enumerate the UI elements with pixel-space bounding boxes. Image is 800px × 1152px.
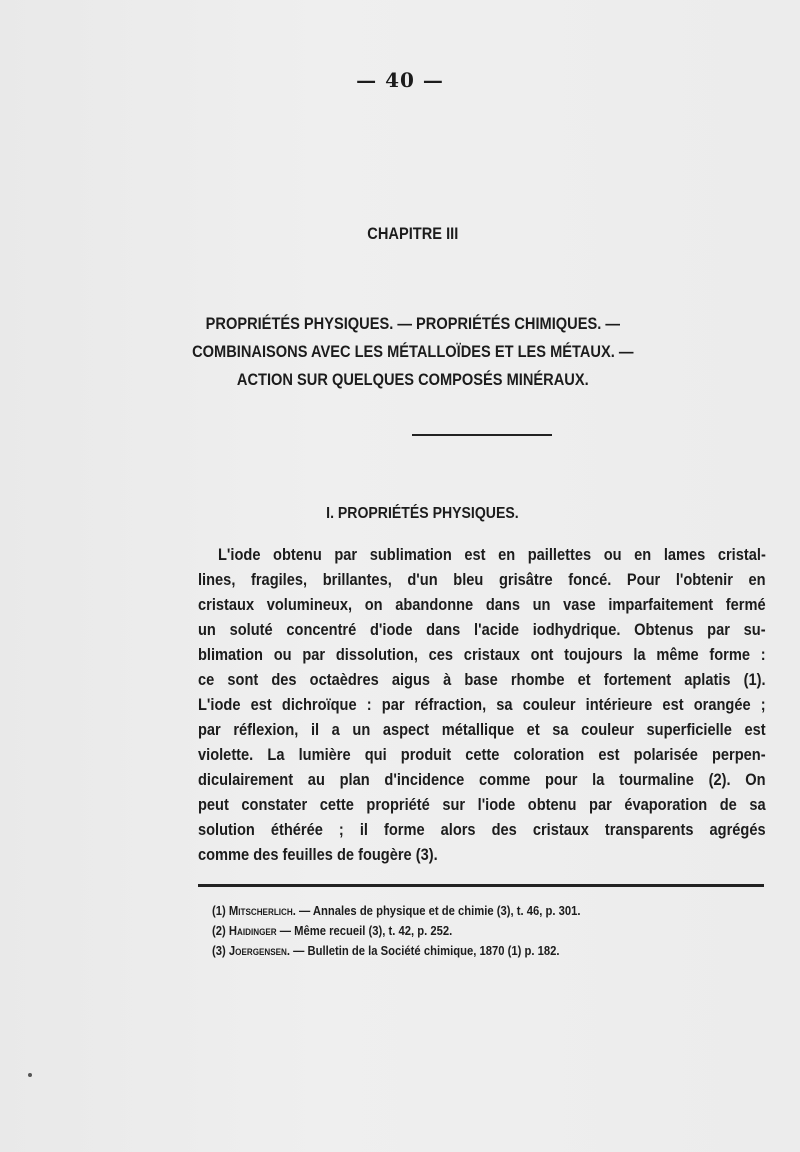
body-text-line: comme des feuilles de fougère (3). bbox=[198, 845, 438, 864]
page-number: — 40 — bbox=[356, 68, 444, 92]
footnote-number: (3) bbox=[212, 944, 226, 958]
footnote bbox=[212, 944, 559, 958]
chapter-title: CHAPITRE III bbox=[367, 224, 459, 243]
footnote-number: (1) bbox=[212, 904, 226, 918]
chapter-subtitle-line: PROPRIÉTÉS PHYSIQUES. — PROPRIÉTÉS CHIMIQUES. — bbox=[205, 314, 620, 333]
body-text-line: L'iode est dichroïque : par réfraction, sa couleur intérieure est orangée ; bbox=[198, 695, 766, 714]
footnote bbox=[212, 904, 581, 918]
body-text-line: lines, fragiles, brillantes, d'un bleu grisâtre foncé. Pour l'obtenir en bbox=[198, 570, 766, 589]
footnote-author: Joergensen. bbox=[228, 944, 291, 958]
body-text-line: par réflexion, il a un aspect métallique et sa couleur superficielle est bbox=[198, 720, 766, 739]
footnote-author: Haidinger bbox=[228, 924, 277, 938]
body-text-line: diculairement au plan d'incidence comme pour la tourmaline (2). On bbox=[198, 770, 766, 789]
body-text-line: solution éthérée ; il forme alors des cristaux transparents agrégés bbox=[198, 820, 766, 839]
body-text-line: blimation ou par dissolution, ces cristaux ont toujours la même forme : bbox=[198, 645, 766, 664]
body-text-line: L'iode obtenu par sublimation est en paillettes ou en lames cristal- bbox=[218, 545, 766, 564]
body-text-line: ce sont des octaèdres aigus à base rhombe et fortement aplatis (1). bbox=[198, 670, 766, 689]
footnote bbox=[212, 924, 452, 938]
body-text-line: un soluté concentré d'iode dans l'acide iodhydrique. Obtenus par su- bbox=[198, 620, 766, 639]
body-text-line: violette. La lumière qui produit cette coloration est polarisée perpen- bbox=[198, 745, 766, 764]
footnote-number: (2) bbox=[212, 924, 226, 938]
footnote-text: — Annales de physique et de chimie (3), t. 46, p. 301. bbox=[295, 904, 581, 918]
chapter-subtitle-line: ACTION SUR QUELQUES COMPOSÉS MINÉRAUX. bbox=[236, 370, 589, 389]
section-title: I. PROPRIÉTÉS PHYSIQUES. bbox=[326, 505, 519, 522]
body-text-line: peut constater cette propriété sur l'iode obtenu par évaporation de sa bbox=[198, 795, 766, 814]
footnote-text: — Bulletin de la Société chimique, 1870 (1) p. 182. bbox=[290, 944, 560, 958]
chapter-subtitle-line: COMBINAISONS AVEC LES MÉTALLOÏDES ET LES MÉTAUX. — bbox=[192, 342, 634, 361]
section-divider bbox=[412, 434, 552, 436]
footnote-divider bbox=[198, 884, 764, 887]
footnote-text: — Même recueil (3), t. 42, p. 252. bbox=[276, 924, 453, 938]
footnote-author: Mitscherlich. bbox=[228, 904, 296, 918]
body-text-line: cristaux volumineux, on abandonne dans un vase imparfaitement fermé bbox=[198, 595, 766, 614]
paper-speck bbox=[28, 1073, 32, 1077]
